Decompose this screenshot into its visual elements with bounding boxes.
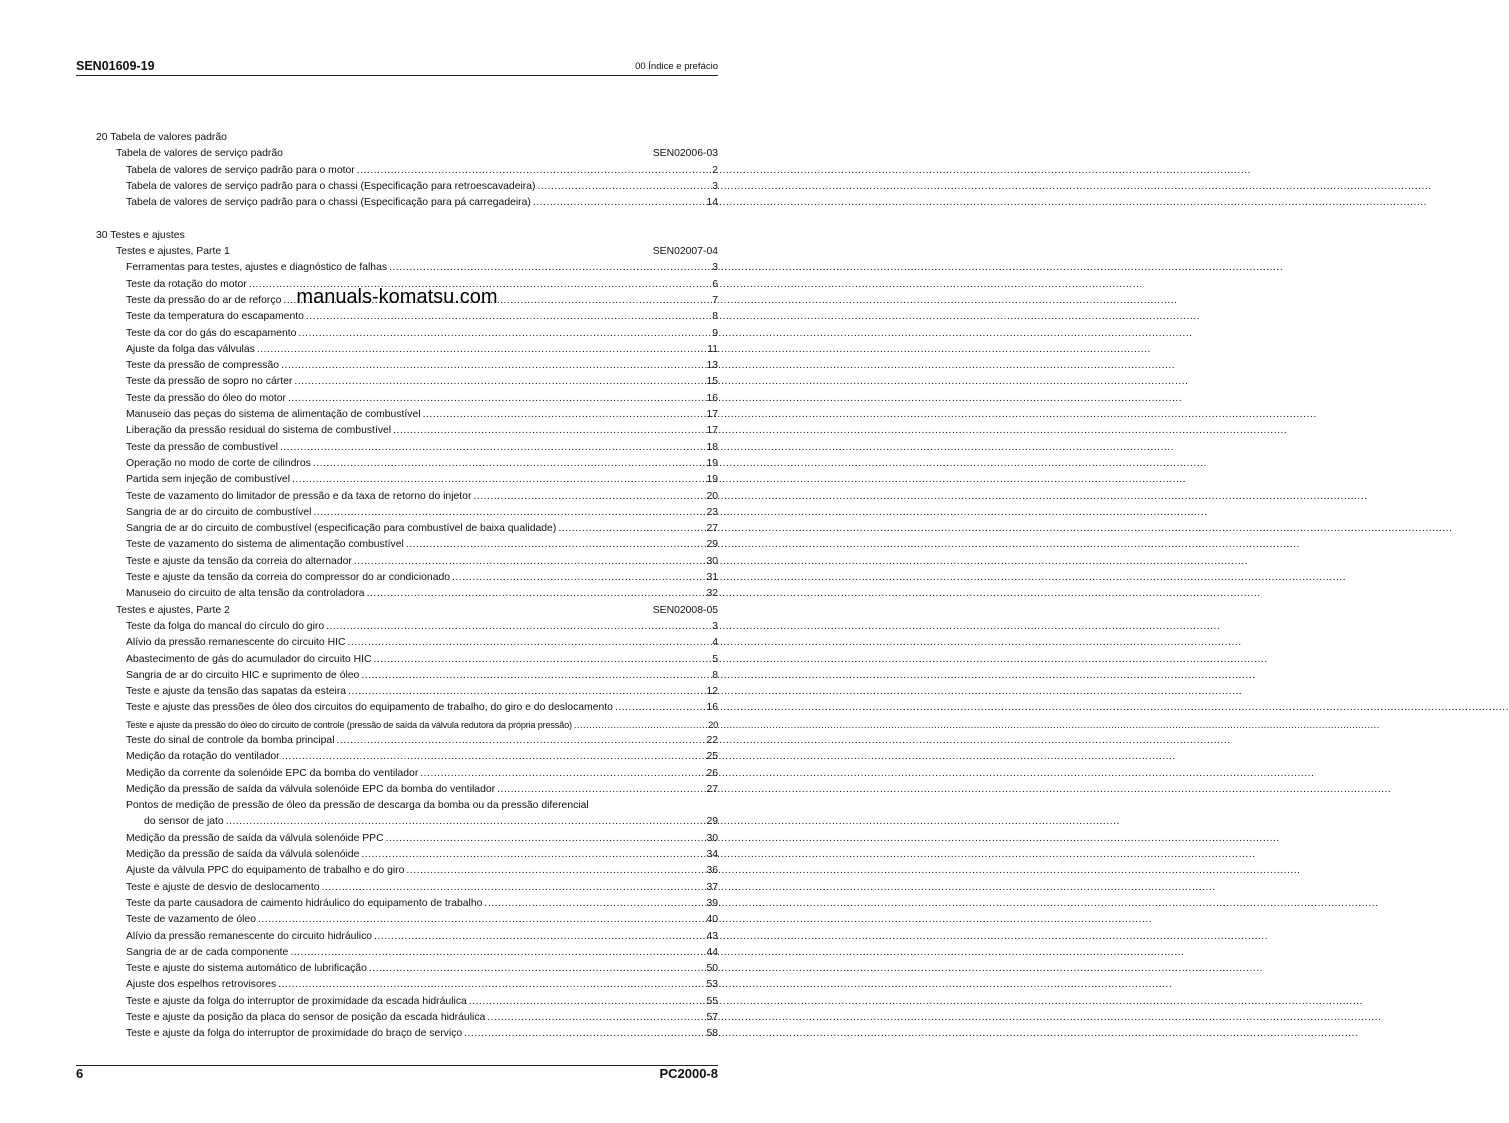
toc-entry-title: Teste e ajuste da tensão da correia do alternador (126, 555, 352, 567)
dot-leader (278, 977, 692, 993)
dot-leader (497, 782, 692, 798)
toc-entry[interactable] (96, 814, 718, 830)
toc-page-number: 3 (712, 180, 718, 192)
toc-entry[interactable] (96, 717, 718, 733)
dot-leader (484, 896, 692, 912)
toc-page-number: 30 (706, 555, 718, 567)
dot-leader (406, 863, 692, 879)
toc-entry-title: Alívio da pressão remanescente do circuito HIC (126, 637, 346, 649)
toc-entry-title: Teste da cor do gás do escapamento (126, 327, 297, 339)
toc-entry[interactable] (96, 423, 718, 439)
toc-page-number: 27 (706, 523, 718, 535)
toc-entry[interactable] (96, 179, 718, 195)
toc-entry-title: Pontos de medição de pressão de óleo da pressão de descarga da bomba ou da pressão diferencial (126, 800, 589, 812)
toc-page-number: 2 (712, 164, 718, 176)
toc-page-number: 7 (712, 294, 718, 306)
toc-entry-title: Medição da pressão de saída da válvula solenóide (126, 849, 360, 861)
dot-leader (306, 309, 692, 325)
toc-page-number: 19 (706, 457, 718, 469)
dot-leader (469, 994, 692, 1010)
dot-leader (452, 570, 692, 586)
dot-leader (322, 880, 692, 896)
toc-page-number: 50 (706, 963, 718, 975)
toc-entry-title: Teste da pressão de compressão (126, 360, 280, 372)
toc-entry[interactable] (96, 782, 718, 798)
dot-leader (280, 440, 692, 456)
dot-leader (361, 668, 692, 684)
toc-page-number: 3 (712, 262, 718, 274)
toc-page-number: 20 (708, 719, 718, 730)
toc-entry[interactable] (96, 896, 718, 912)
toc-entry-title: Sangria de ar do circuito de combustível (126, 506, 312, 518)
dot-leader (615, 700, 692, 716)
dot-leader (389, 260, 692, 276)
toc-entry-title: Teste de vazamento de óleo (126, 914, 256, 926)
toc-page-number: 12 (706, 686, 718, 698)
toc-page-number: 53 (706, 979, 718, 991)
toc-entry (96, 798, 718, 814)
dot-leader (257, 342, 692, 358)
toc-page-number: 8 (712, 311, 718, 323)
toc-page-number: 44 (706, 946, 718, 958)
toc-document-ref: SEN02008-05 (652, 604, 718, 616)
toc-page-number: 11 (707, 343, 718, 355)
toc-document-ref: SEN02007-04 (652, 246, 718, 258)
toc-entry[interactable] (96, 374, 718, 390)
toc-entry-title: Teste da temperatura do escapamento (126, 311, 304, 323)
toc-page-number: 57 (706, 1012, 718, 1024)
toc-entry[interactable] (96, 195, 718, 211)
dot-leader (369, 961, 692, 977)
toc-entry-title: Ajuste da válvula PPC do equipamento de trabalho e do giro (126, 865, 405, 877)
toc-entry[interactable] (96, 456, 718, 472)
toc-page-number: 17 (706, 409, 718, 421)
toc-page-number: 6 (712, 278, 718, 290)
toc-entry-title: Medição da rotação do ventilador (126, 751, 280, 763)
dot-leader (347, 635, 692, 651)
toc-document-ref: SEN02006-03 (652, 148, 718, 160)
toc-page-number: 37 (706, 881, 718, 893)
watermark: manuals-komatsu.com (296, 286, 498, 308)
dot-leader (538, 179, 693, 195)
toc-page-number: 32 (706, 588, 718, 600)
toc-page-number: 18 (706, 441, 718, 453)
toc-page-number: 26 (706, 767, 718, 779)
toc-page-number: 17 (706, 425, 718, 437)
toc-page-number: 16 (706, 702, 718, 714)
toc-entry-title: Teste e ajuste da folga do interruptor de proximidade da escada hidráulica (126, 995, 467, 1007)
toc-entry[interactable] (96, 635, 718, 651)
toc-entry[interactable] (96, 929, 718, 945)
toc-entry[interactable] (96, 570, 718, 586)
toc-page-number: 34 (706, 849, 718, 861)
toc-entry-title: Tabela de valores de serviço padrão para o chassi (Especificação para retroescavadeira) (126, 180, 536, 192)
spacer (96, 211, 718, 227)
toc-entry-title: Tabela de valores de serviço padrão para o motor (126, 164, 355, 176)
dot-leader (473, 489, 692, 505)
toc-entry-title: Medição da pressão de saída da válvula solenóide PPC (126, 832, 384, 844)
toc-page-number: 31 (706, 572, 718, 584)
toc-heading (96, 244, 718, 260)
dot-leader (313, 505, 692, 521)
toc-entry[interactable] (96, 1026, 718, 1042)
dot-leader (290, 945, 692, 961)
dot-leader (294, 374, 692, 390)
toc-entry[interactable] (96, 961, 718, 977)
document-code: SEN01609-19 (76, 59, 155, 73)
toc-entry[interactable] (96, 505, 718, 521)
toc-entry-title: Ferramentas para testes, ajustes e diagnóstico de falhas (126, 262, 388, 274)
dot-leader (281, 358, 692, 374)
toc-entry-title: Testes e ajustes, Parte 2 (116, 604, 230, 616)
toc-entry-title: Teste da pressão do óleo do motor (126, 392, 286, 404)
toc-entry-title: do sensor de jato (144, 816, 224, 828)
toc-entry-title: 20 Tabela de valores padrão (96, 132, 227, 143)
toc-page-number: 8 (712, 669, 718, 681)
section-title: 00 Índice e prefácio (635, 61, 718, 72)
toc-entry[interactable] (96, 880, 718, 896)
toc-entry[interactable] (96, 554, 718, 570)
toc-entry[interactable] (96, 358, 718, 374)
toc-entry[interactable] (96, 668, 718, 684)
toc-entry-title: Medição da corrente da solenóide EPC da bomba do ventilador (126, 767, 419, 779)
toc-page-number: 27 (706, 783, 718, 795)
toc-entry[interactable] (96, 309, 718, 325)
dot-leader (348, 684, 692, 700)
toc-page-number: 22 (706, 734, 718, 746)
dot-leader (313, 456, 692, 472)
toc-entry[interactable] (96, 766, 718, 782)
toc-page-number: 25 (706, 751, 718, 763)
toc-entry-title: Teste do sinal de controle da bomba principal (126, 734, 335, 746)
toc-entry-title: Partida sem injeção de combustível (126, 474, 291, 486)
toc-entry[interactable] (96, 342, 718, 358)
toc-entry[interactable] (96, 652, 718, 668)
toc-page-number: 30 (706, 832, 718, 844)
toc-entry[interactable] (96, 733, 718, 749)
dot-leader (357, 163, 692, 179)
dot-leader (226, 814, 692, 830)
toc-entry[interactable] (96, 700, 718, 716)
dot-leader (533, 195, 692, 211)
toc-page-number: 20 (706, 490, 718, 502)
toc-entry-title: Teste e ajuste da posição da placa do sensor de posição da escada hidráulica (126, 1012, 486, 1024)
toc-entry[interactable] (96, 847, 718, 863)
toc-page-number: 29 (706, 539, 718, 551)
toc-entry[interactable] (96, 912, 718, 928)
toc-entry-title: Liberação da pressão residual do sistema de combustível (126, 425, 392, 437)
toc-entry-title: Testes e ajustes, Parte 1 (116, 246, 230, 258)
toc-entry-title: Teste da pressão de combustível (126, 441, 278, 453)
toc-entry-title: Ajuste dos espelhos retrovisores (126, 979, 277, 991)
toc-entry[interactable] (96, 537, 718, 553)
toc-page-number: 40 (706, 914, 718, 926)
toc-entry[interactable] (96, 586, 718, 602)
dot-leader (373, 652, 692, 668)
toc-page-number: 43 (706, 930, 718, 942)
toc-entry-title: Medição da pressão de saída da válvula solenóide EPC da bomba do ventilador (126, 783, 496, 795)
toc-entry-title: 30 Testes e ajustes (96, 229, 185, 241)
toc-entry[interactable] (96, 749, 718, 765)
toc-entry-title: Teste e ajuste das pressões de óleo dos circuitos do equipamento de trabalho, do giro e do deslocamento (126, 702, 613, 714)
toc-entry-title: Operação no modo de corte de cilindros (126, 457, 311, 469)
dot-leader (386, 831, 692, 847)
dot-leader (406, 537, 692, 553)
toc-entry-title: Manuseio do circuito de alta tensão da controladora (126, 588, 365, 600)
toc-page-number: 55 (706, 995, 718, 1007)
page-header (76, 59, 718, 76)
dot-leader (574, 717, 692, 733)
toc-entry[interactable] (96, 472, 718, 488)
toc-entry-title: Teste e ajuste do sistema automático de lubrificação (126, 963, 367, 975)
toc-page-number: 16 (706, 392, 718, 404)
toc-page-number: 3 (712, 620, 718, 632)
dot-leader (420, 766, 692, 782)
toc-entry[interactable] (96, 831, 718, 847)
page-number: 6 (76, 1066, 84, 1081)
toc-entry-title: Teste da pressão do ar de reforço (126, 294, 282, 306)
toc-page-number: 13 (706, 360, 718, 372)
toc-page-number: 58 (706, 1028, 718, 1040)
dot-leader (393, 423, 692, 439)
toc-page-number: 36 (706, 865, 718, 877)
dot-leader (354, 554, 692, 570)
table-of-contents (96, 130, 718, 1043)
toc-entry[interactable] (96, 163, 718, 179)
page-footer (76, 1065, 718, 1084)
dot-leader (464, 1026, 692, 1042)
toc-entry[interactable] (96, 977, 718, 993)
toc-page-number: 5 (712, 653, 718, 665)
dot-leader (374, 929, 692, 945)
toc-heading (96, 228, 718, 244)
toc-entry[interactable] (96, 260, 718, 276)
toc-entry[interactable] (96, 440, 718, 456)
dot-leader (298, 326, 692, 342)
toc-entry-title: Abastecimento de gás do acumulador do circuito HIC (126, 653, 372, 665)
toc-entry[interactable] (96, 1010, 718, 1026)
toc-entry-title: Ajuste da folga das válvulas (126, 343, 255, 355)
toc-entry[interactable] (96, 326, 718, 342)
toc-entry[interactable] (96, 407, 718, 423)
toc-entry-title: Manuseio das peças do sistema de alimentação de combustível (126, 409, 421, 421)
toc-page-number: 4 (712, 637, 718, 649)
toc-entry-title: Tabela de valores de serviço padrão (116, 148, 283, 160)
toc-entry-title: Tabela de valores de serviço padrão para o chassi (Especificação para pá carregadeira) (126, 197, 531, 209)
toc-entry-title: Teste de vazamento do limitador de pressão e da taxa de retorno do injetor (126, 490, 472, 502)
dot-leader (258, 912, 692, 928)
dot-leader (558, 521, 692, 537)
toc-heading (96, 603, 718, 619)
toc-page-number: 39 (706, 897, 718, 909)
toc-entry[interactable] (96, 521, 718, 537)
toc-entry-title: Teste da folga do mancal do círculo do giro (126, 620, 325, 632)
toc-entry[interactable] (96, 619, 718, 635)
model-name: PC2000-8 (659, 1066, 718, 1081)
toc-entry-title: Sangria de ar do circuito HIC e suprimento de óleo (126, 669, 360, 681)
toc-entry[interactable] (96, 863, 718, 879)
toc-entry[interactable] (96, 994, 718, 1010)
toc-entry[interactable] (96, 945, 718, 961)
toc-entry-title: Teste e ajuste da pressão do óleo do circuito de controle (pressão de saída da válvula redutora da própria pressão) (126, 719, 572, 730)
toc-entry-title: Teste e ajuste de desvio de deslocamento (126, 881, 320, 893)
dot-leader (361, 847, 692, 863)
toc-entry[interactable] (96, 489, 718, 505)
toc-entry[interactable] (96, 391, 718, 407)
toc-entry-title: Teste da parte causadora de caimento hidráulico do equipamento de trabalho (126, 897, 483, 909)
toc-entry-title: Sangria de ar do circuito de combustível (especificação para combustível de baixa qualidade) (126, 523, 557, 535)
dot-leader (282, 749, 692, 765)
toc-page-number: 19 (706, 474, 718, 486)
dot-leader (337, 733, 692, 749)
toc-entry-title: Teste e ajuste da tensão das sapatas da esteira (126, 686, 347, 698)
dot-leader (487, 1010, 692, 1026)
toc-page-number: 14 (706, 197, 718, 209)
toc-entry-title: Teste de vazamento do sistema de alimentação combustível (126, 539, 404, 551)
dot-leader (288, 391, 692, 407)
toc-page-number: 15 (706, 376, 718, 388)
dot-leader (326, 619, 692, 635)
toc-entry[interactable] (96, 684, 718, 700)
dot-leader (292, 472, 692, 488)
toc-heading (96, 130, 718, 146)
toc-entry-title: Teste e ajuste da folga do interruptor de proximidade do braço de serviço (126, 1028, 463, 1040)
toc-entry-title: Teste da pressão de sopro no cárter (126, 376, 293, 388)
toc-entry-title: Teste e ajuste da tensão da correia do compressor do ar condicionado (126, 572, 451, 584)
toc-page-number: 9 (712, 327, 718, 339)
toc-heading (96, 146, 718, 162)
dot-leader (423, 407, 692, 423)
toc-page-number: 23 (706, 506, 718, 518)
dot-leader (367, 586, 692, 602)
toc-entry-title: Sangria de ar de cada componente (126, 946, 289, 958)
toc-page-number: 29 (706, 816, 718, 828)
toc-entry-title: Teste da rotação do motor (126, 278, 247, 290)
toc-entry-title: Alívio da pressão remanescente do circuito hidráulico (126, 930, 373, 942)
